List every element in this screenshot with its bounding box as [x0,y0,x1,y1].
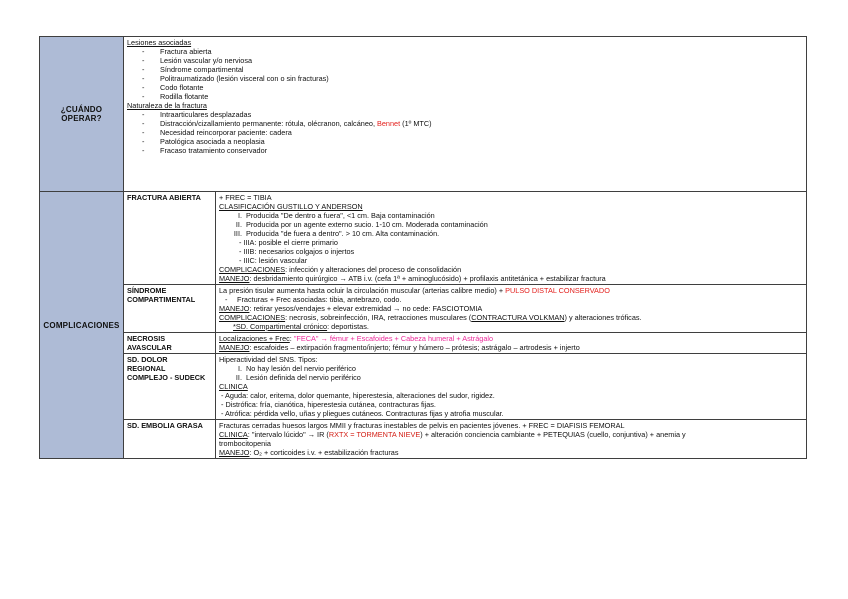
sudeck-content [216,354,807,420]
list-item: - Intraarticulares desplazadas [142,110,252,119]
tormenta-highlight: RXTX = TORMENTA NIEVE [328,430,421,439]
list-item-text: Fracaso tratamiento conservador [160,146,268,155]
inline-text: : desbridamiento quirúrgico → ATB i.v. (cefa 1ª + aminoglucósido) + profilaxis antitetánica + estabilizar fractura [249,274,606,283]
embolia-grasa-label [124,420,216,459]
grade-number: III. [233,229,242,238]
list-item: - Rodilla flotante [142,92,209,101]
complicaciones-label [40,192,124,459]
label-line: ¿CUÁNDO [60,105,103,114]
grade-text: Producida por un agente externo sucio. 1-10 cm. Moderada contaminación [246,220,488,229]
inline-text: : infección y alteraciones del proceso de consolidación [285,265,462,274]
inline-label: COMPLICACIONES [219,313,286,322]
row-label-text: SD. EMBOLIA GRASA [127,421,203,430]
inline-text: ) + alteración conciencia cambiante + PETEQUIAS (cuello, conjuntiva) + anemia y [420,430,686,439]
manejo-line [219,343,803,352]
necrosis-avascular-row [40,333,807,354]
inline-text: ) y alteraciones tróficas. [564,313,642,322]
complicaciones-line [219,265,803,274]
list-item: - Distracción/cizallamiento permanente: rótula, olécranon, calcáneo, Bennet (1º MTC) [142,119,432,128]
list-item-text: Necesidad reincorporar paciente: cadera [160,128,292,137]
phase-item: - Atrófica: pérdida vello, uñas y pliegues cutáneos. Contracturas fijas y atrofia muscular. [221,409,504,418]
sudeck-label [124,354,216,420]
list-item-text: Síndrome compartimental [160,65,244,74]
grade-text: Producida "de fuera a dentro". > 10 cm. Alta contaminación. [246,229,440,238]
continuation-line: trombocitopenia [219,439,271,448]
volkman-text: CONTRACTURA VOLKMAN [471,313,565,322]
definition-line: Fracturas cerradas huesos largos MMII y fracturas inestables de pelvis en pacientes jóvenes. + FREC = DIAFISIS FEMORAL [219,421,625,430]
list-item-text: Intraarticulares desplazadas [160,110,252,119]
grade-text: Producida "De dentro a fuera", <1 cm. Baja contaminación [246,211,435,220]
list-item: - Patológica asociada a neoplasia [142,137,265,146]
necrosis-avascular-label [124,333,216,354]
type-item [219,364,803,373]
cronico-line [219,322,803,331]
clasificacion-heading: CLASIFICACIÓN GUSTILLO Y ANDERSON [219,202,363,211]
inline-text: : O₂ + corticoides i.v. + estabilización fracturas [249,448,399,457]
sindrome-compartimental-content [216,285,807,333]
clinica-line [219,430,803,439]
pulso-highlight: PULSO DISTAL CONSERVADO [505,286,610,295]
inline-label: Localizaciones + Frec [219,334,290,343]
grade-item [219,211,803,220]
sindrome-compartimental-label [124,285,216,333]
embolia-grasa-row [40,420,807,459]
naturaleza-heading: Naturaleza de la fractura [127,101,207,110]
row-label-text: COMPLEJO - SUDECK [127,373,206,382]
manejo-line [219,274,803,283]
fractura-abierta-label [124,192,216,285]
subgrade-item: - IIIA: posible el cierre primario [239,238,338,247]
medical-table [39,36,807,459]
inline-text: : escafoides – extirpación fragmento/injerto; fémur y húmero – prótesis; astrágalo – artrodesis + injerto [249,343,580,352]
label-line: OPERAR? [61,114,102,123]
inline-label: MANEJO [219,343,250,352]
grade-item [219,220,803,229]
list-item-text: (1º MTC) [400,119,432,128]
list-item-text: Rodilla flotante [160,92,209,101]
when-to-operate-row [40,37,807,192]
inline-label: MANEJO [219,274,250,283]
list-item: - Lesión vascular y/o nerviosa [142,56,253,65]
definition-line: Hiperactividad del SNS. Tipos: [219,355,318,364]
lesiones-heading: Lesiones asociadas [127,38,192,47]
list-item-text: Fracturas + Frec asociadas: tibia, antebrazo, codo. [237,295,402,304]
phase-item: - Aguda: calor, eritema, dolor quemante, hiperestesia, alteraciones del sudor, rigidez. [221,391,495,400]
localizaciones-line: Localizaciones + Frec: "FECA" → fémur + Escafoides + Cabeza humeral + Astrágalo [219,334,494,343]
type-text: Lesión definida del nervio periférico [246,373,361,382]
embolia-grasa-content [216,420,807,459]
manejo-line [219,304,803,313]
when-to-operate-content [124,37,807,192]
feca-highlight: "FECA" → fémur + Escafoides + Cabeza humeral + Astrágalo [293,334,494,343]
clinica-heading: CLINICA [219,382,248,391]
inline-label: MANEJO [219,448,250,457]
complicaciones-label-text: COMPLICACIONES [43,320,120,330]
list-item: - Fractura abierta [142,47,212,56]
frec-text: + FREC = TIBIA [219,193,272,202]
grade-number: I. [237,211,242,220]
inline-text: : retirar yesos/vendajes + elevar extremidad → no cede: FASCIOTOMIA [249,304,483,313]
subgrade-item: - IIIC: lesión vascular [239,256,308,265]
grade-number: II. [235,220,242,229]
type-item [219,373,803,382]
list-item-text: Fractura abierta [160,47,212,56]
list-item: - Fracaso tratamiento conservador [142,146,268,155]
row-label-text: COMPARTIMENTAL [127,295,196,304]
fractura-abierta-row [40,192,807,285]
row-label-text: AVASCULAR [127,343,172,352]
inline-label: COMPLICACIONES [219,265,286,274]
necrosis-avascular-content [216,333,807,354]
definition-line [219,286,803,295]
phase-item: - Distrófica: fría, cianótica, hiperestesia cutánea, contracturas fijas. [221,400,436,409]
row-label-text: REGIONAL [127,364,166,373]
list-item: - Fracturas + Frec asociadas: tibia, antebrazo, codo. [225,295,402,304]
inline-text: : deportistas. [327,322,369,331]
type-number: II. [235,373,242,382]
list-item-text: Patológica asociada a neoplasia [160,137,265,146]
inline-text: : necrosis, sobreinfección, IRA, retracciones musculares ( [285,313,472,322]
manejo-line [219,448,803,457]
inline-label: MANEJO [219,304,250,313]
list-item-text: Codo flotante [160,83,204,92]
bennet-highlight: Bennet [377,119,401,128]
list-item: - Politraumatizado (lesión visceral con o sin fracturas) [142,74,329,83]
row-label-text: SÍNDROME [127,286,167,295]
sudeck-row [40,354,807,420]
list-item-text: Politraumatizado (lesión visceral con o sin fracturas) [160,74,329,83]
sindrome-compartimental-row [40,285,807,333]
row-label-text: FRACTURA ABIERTA [127,193,201,202]
row-label-text: NECROSIS [127,334,166,343]
inline-label: CLINICA [219,430,248,439]
inline-text: La presión tisular aumenta hasta ocluir la circulación muscular (arterias calibre medio) + [219,286,506,295]
when-to-operate-label [40,37,124,192]
type-number: I. [237,364,242,373]
inline-label: *SD. Compartimental crónico [233,322,328,331]
inline-text: : "intervalo lúcido" → IR ( [247,430,329,439]
subgrade-item: - IIIB: necesarios colgajos o injertos [239,247,355,256]
list-item-text: Distracción/cizallamiento permanente: rótula, olécranon, calcáneo, [160,119,377,128]
list-item-text: Lesión vascular y/o nerviosa [160,56,253,65]
list-item: - Codo flotante [142,83,204,92]
fractura-abierta-content [216,192,807,285]
list-item: - Síndrome compartimental [142,65,244,74]
row-label-text: SD. DOLOR [127,355,168,364]
grade-item [219,229,803,238]
complicaciones-line [219,313,803,322]
list-item: - Necesidad reincorporar paciente: cadera [142,128,292,137]
type-text: No hay lesión del nervio periférico [246,364,356,373]
